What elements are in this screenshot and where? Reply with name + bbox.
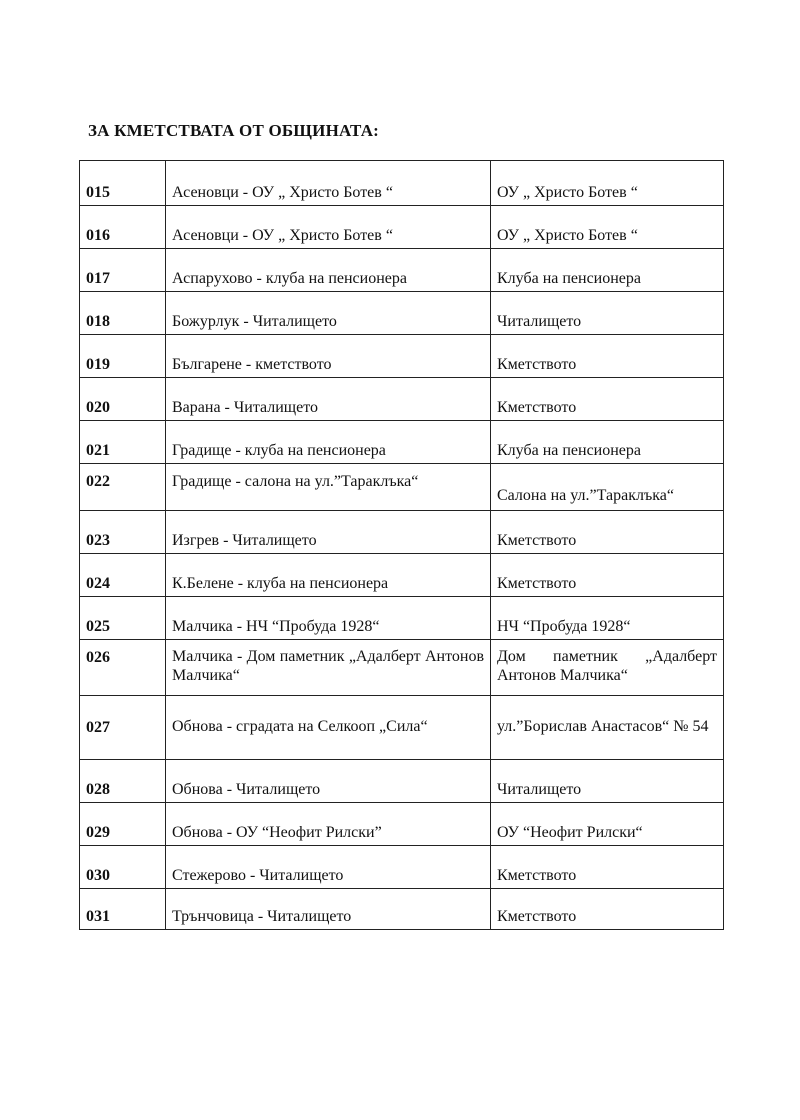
section-location: Аспарухово - клуба на пенсионера bbox=[166, 249, 491, 292]
section-number: 021 bbox=[80, 421, 166, 464]
table-row bbox=[80, 378, 724, 421]
section-location: Градище - клуба на пенсионера bbox=[166, 421, 491, 464]
table-row bbox=[80, 292, 724, 335]
section-number: 022 bbox=[80, 464, 166, 511]
section-location: Божурлук - Читалището bbox=[166, 292, 491, 335]
section-number: 029 bbox=[80, 803, 166, 846]
section-location: Изгрев - Читалището bbox=[166, 511, 491, 554]
section-location: Асеновци - ОУ „ Христо Ботев “ bbox=[166, 206, 491, 249]
section-place: Клуба на пенсионера bbox=[491, 249, 724, 292]
section-number: 019 bbox=[80, 335, 166, 378]
section-number: 024 bbox=[80, 554, 166, 597]
table-row bbox=[80, 335, 724, 378]
table-row bbox=[80, 511, 724, 554]
section-place: Клуба на пенсионера bbox=[491, 421, 724, 464]
section-location: К.Белене - клуба на пенсионера bbox=[166, 554, 491, 597]
section-place: Читалището bbox=[491, 760, 724, 803]
section-location: Българене - кметството bbox=[166, 335, 491, 378]
section-place: ОУ “Неофит Рилски“ bbox=[491, 803, 724, 846]
table-row bbox=[80, 846, 724, 889]
section-location: Малчика - НЧ “Пробуда 1928“ bbox=[166, 597, 491, 640]
section-location: Градище - салона на ул.”Тараклъка“ bbox=[166, 464, 491, 511]
section-place: ОУ „ Христо Ботев “ bbox=[491, 206, 724, 249]
section-place: ул.”Борислав Анастасов“ № 54 bbox=[491, 696, 724, 760]
section-number: 020 bbox=[80, 378, 166, 421]
section-place: Кметството bbox=[491, 889, 724, 930]
table-row bbox=[80, 803, 724, 846]
section-location: Обнова - Читалището bbox=[166, 760, 491, 803]
section-place: Кметството bbox=[491, 335, 724, 378]
section-number: 017 bbox=[80, 249, 166, 292]
section-location: Малчика - Дом паметник „Адалберт Антонов Малчика“ bbox=[166, 640, 491, 696]
table-row bbox=[80, 161, 724, 206]
section-place: Кметството bbox=[491, 554, 724, 597]
section-number: 025 bbox=[80, 597, 166, 640]
section-number: 026 bbox=[80, 640, 166, 696]
section-number: 028 bbox=[80, 760, 166, 803]
section-place: Читалището bbox=[491, 292, 724, 335]
section-place: ОУ „ Христо Ботев “ bbox=[491, 161, 724, 206]
section-number: 027 bbox=[80, 696, 166, 760]
section-number: 018 bbox=[80, 292, 166, 335]
polling-sections-table bbox=[79, 160, 724, 930]
section-number: 016 bbox=[80, 206, 166, 249]
section-place: Салона на ул.”Тараклъка“ bbox=[491, 464, 724, 511]
section-number: 023 bbox=[80, 511, 166, 554]
table-row bbox=[80, 464, 724, 511]
section-place: Кметството bbox=[491, 378, 724, 421]
section-location: Асеновци - ОУ „ Христо Ботев “ bbox=[166, 161, 491, 206]
table-row bbox=[80, 554, 724, 597]
table-row bbox=[80, 249, 724, 292]
table-row bbox=[80, 640, 724, 696]
section-place: НЧ “Пробуда 1928“ bbox=[491, 597, 724, 640]
section-number: 015 bbox=[80, 161, 166, 206]
table-row bbox=[80, 597, 724, 640]
section-location: Варана - Читалището bbox=[166, 378, 491, 421]
table-row bbox=[80, 760, 724, 803]
section-place: Дом паметник „Адалберт Антонов Малчика“ bbox=[491, 640, 724, 696]
section-location: Обнова - сградата на Селкооп „Сила“ bbox=[166, 696, 491, 760]
table-row bbox=[80, 421, 724, 464]
document-heading: ЗА КМЕТСТВАТА ОТ ОБЩИНАТА: bbox=[88, 121, 380, 140]
section-number: 031 bbox=[80, 889, 166, 930]
section-place: Кметството bbox=[491, 846, 724, 889]
section-location: Стежерово - Читалището bbox=[166, 846, 491, 889]
section-number: 030 bbox=[80, 846, 166, 889]
section-place: Кметството bbox=[491, 511, 724, 554]
section-location: Трънчовица - Читалището bbox=[166, 889, 491, 930]
table-row bbox=[80, 696, 724, 760]
section-location: Обнова - ОУ “Неофит Рилски” bbox=[166, 803, 491, 846]
table-row bbox=[80, 206, 724, 249]
table-row bbox=[80, 889, 724, 930]
